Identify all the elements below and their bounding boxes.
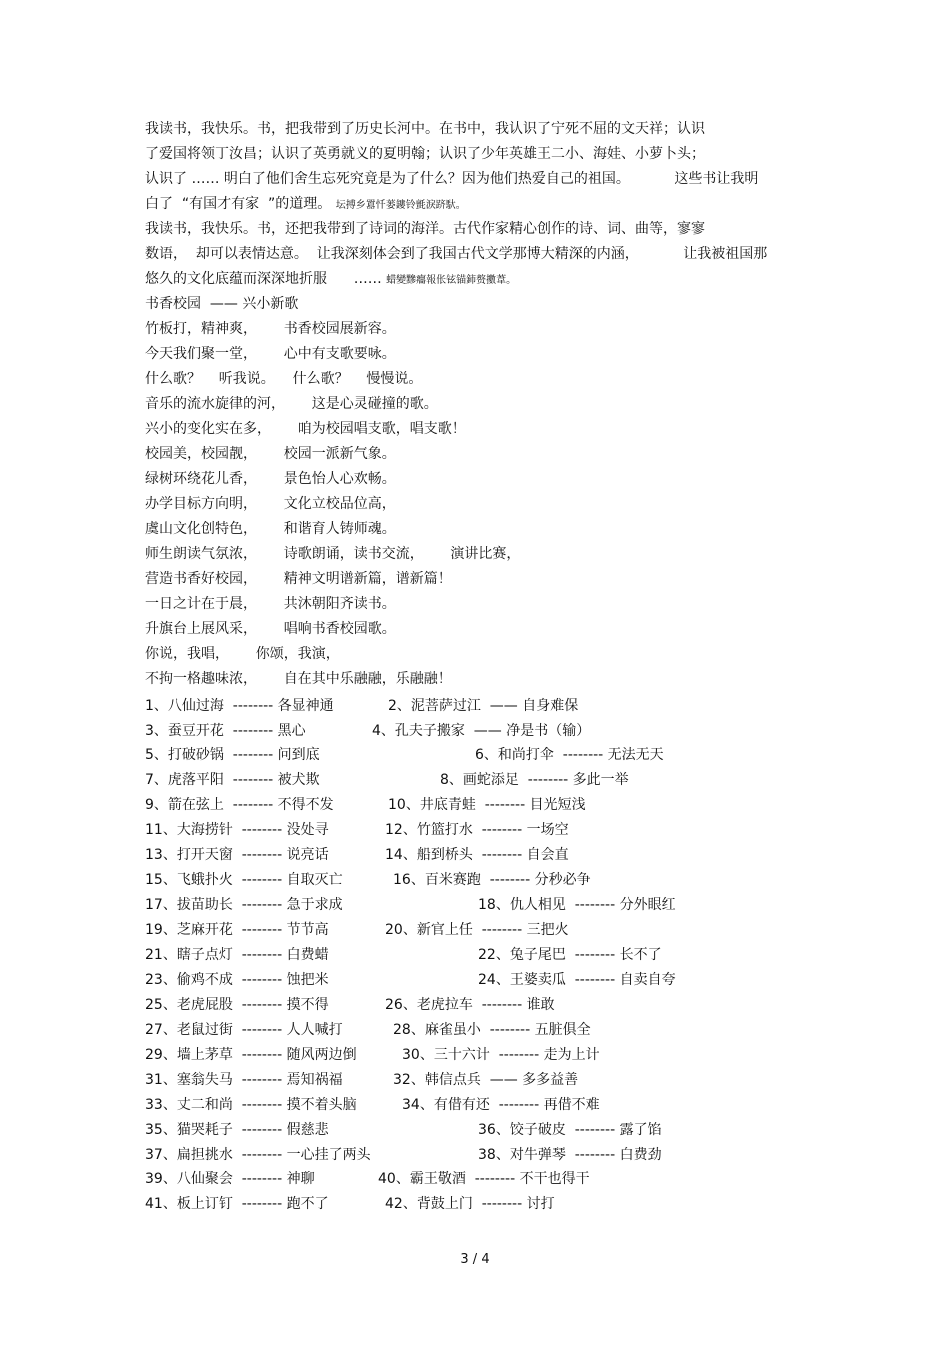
xiehouyu-item: 12、竹篮打水 -------- 一场空 [385, 822, 569, 838]
xiehouyu-item: 25、老虎屁股 -------- 摸不得 [145, 997, 329, 1013]
xiehouyu-item: 10、井底青蛙 -------- 目光短浅 [388, 797, 586, 813]
xiehouyu-item: 21、瞎子点灯 -------- 白费蜡 [145, 947, 329, 963]
prose-line: 数语， 却可以表情达意。 让我深刻体会到了我国古代文学那博大精深的内涵， 让我被祖国那 [145, 246, 768, 262]
song-line: 师生朗读气氛浓， 诗歌朗诵，读书交流， 演讲比赛， [145, 546, 521, 562]
xiehouyu-item: 24、王婆卖瓜 -------- 自卖自夸 [478, 972, 676, 988]
song-line: 办学目标方向明， 文化立校品位高， [145, 496, 396, 512]
song-line: 竹板打，精神爽， 书香校园展新容。 [145, 321, 396, 337]
xiehouyu-item: 16、百米赛跑 -------- 分秒必争 [393, 872, 591, 888]
xiehouyu-item: 29、墙上茅草 -------- 随风两边倒 [145, 1047, 357, 1063]
song-line: 你说，我唱， 你颂，我演， [145, 646, 340, 662]
xiehouyu-item: 8、画蛇添足 -------- 多此一举 [440, 772, 629, 788]
xiehouyu-item: 13、打开天窗 -------- 说亮话 [145, 847, 329, 863]
xiehouyu-item: 42、背鼓上门 -------- 讨打 [385, 1196, 555, 1212]
xiehouyu-item: 3、蚕豆开花 -------- 黑心 [145, 723, 306, 739]
xiehouyu-item: 38、对牛弹琴 -------- 白费劲 [478, 1147, 662, 1163]
xiehouyu-item: 19、芝麻开花 -------- 节节高 [145, 922, 329, 938]
song-line: 一日之计在于晨， 共沐朝阳齐读书。 [145, 596, 396, 612]
page-number: 3 / 4 [460, 1252, 490, 1267]
xiehouyu-item: 35、猫哭耗子 -------- 假慈悲 [145, 1122, 329, 1138]
prose-text: 白了 “有国才有家 ”的道理。 [145, 196, 332, 212]
prose-line: 我读书，我快乐。书，把我带到了历史长河中。在书中，我认识了宁死不屈的文天祥；认识 [145, 121, 705, 137]
prose-line [145, 270, 516, 290]
song-line: 不拘一格趣味浓， 自在其中乐融融，乐融融！ [145, 671, 452, 687]
xiehouyu-item: 1、八仙过海 -------- 各显神通 [145, 698, 334, 714]
xiehouyu-item: 33、丈二和尚 -------- 摸不着头脑 [145, 1097, 357, 1113]
xiehouyu-item: 22、兔子尾巴 -------- 长不了 [478, 947, 662, 963]
song-line: 校园美，校园靓， 校园一派新气象。 [145, 446, 396, 462]
xiehouyu-item: 31、塞翁失马 -------- 焉知祸福 [145, 1072, 343, 1088]
song-title: 书香校园 —— 兴小新歌 [145, 296, 299, 312]
xiehouyu-item: 30、三十六计 -------- 走为上计 [402, 1047, 600, 1063]
xiehouyu-item: 32、韩信点兵 —— 多多益善 [393, 1072, 579, 1088]
xiehouyu-item: 15、飞蛾扑火 -------- 自取灭亡 [145, 872, 343, 888]
xiehouyu-item: 34、有借有还 -------- 再借不难 [402, 1097, 600, 1113]
xiehouyu-item: 14、船到桥头 -------- 自会直 [385, 847, 569, 863]
song-line: 虞山文化创特色， 和谐育人铸师魂。 [145, 521, 396, 537]
xiehouyu-item: 7、虎落平阳 -------- 被犬欺 [145, 772, 320, 788]
xiehouyu-item: 40、霸王敬酒 -------- 不干也得干 [378, 1171, 590, 1187]
xiehouyu-item: 17、拔苗助长 -------- 急于求成 [145, 897, 343, 913]
xiehouyu-item: 11、大海捞针 -------- 没处寻 [145, 822, 329, 838]
prose-line: 了爱国将领丁汝昌；认识了英勇就义的夏明翰；认识了少年英雄王二小、海娃、小萝卜头； [145, 146, 705, 162]
xiehouyu-item: 37、扁担挑水 -------- 一心挂了两头 [145, 1147, 371, 1163]
garbled-text: 蜡變黲癟報伥铉锚鈰赘擻葦。 [386, 275, 517, 286]
song-line: 绿树环绕花儿香， 景色怡人心欢畅。 [145, 471, 396, 487]
prose-text: 悠久的文化底蕴而深深地折服 …… [145, 271, 387, 287]
song-line: 什么歌？ 听我说。 什么歌？ 慢慢说。 [145, 371, 423, 387]
xiehouyu-item: 41、板上订钉 -------- 跑不了 [145, 1196, 329, 1212]
xiehouyu-item: 4、孔夫子搬家 —— 净是书（输） [372, 723, 591, 739]
garbled-text: 坛搏乡囂忏蒌鏤铃氈淚跻馱。 [335, 200, 466, 211]
song-line: 升旗台上展风采， 唱响书香校园歌。 [145, 621, 396, 637]
xiehouyu-item: 36、饺子破皮 -------- 露了馅 [478, 1122, 662, 1138]
song-line: 音乐的流水旋律的河， 这是心灵碰撞的歌。 [145, 396, 438, 412]
xiehouyu-item: 27、老鼠过街 -------- 人人喊打 [145, 1022, 343, 1038]
xiehouyu-item: 20、新官上任 -------- 三把火 [385, 922, 569, 938]
song-line: 营造书香好校园， 精神文明谱新篇，谱新篇！ [145, 571, 452, 587]
xiehouyu-item: 23、偷鸡不成 -------- 蚀把米 [145, 972, 329, 988]
xiehouyu-item: 28、麻雀虽小 -------- 五脏俱全 [393, 1022, 591, 1038]
xiehouyu-item: 2、泥菩萨过江 —— 自身难保 [388, 698, 579, 714]
xiehouyu-item: 6、和尚打伞 -------- 无法无天 [475, 747, 664, 763]
xiehouyu-item: 18、仇人相见 -------- 分外眼红 [478, 897, 676, 913]
xiehouyu-item: 5、打破砂锅 -------- 问到底 [145, 747, 320, 763]
song-line: 今天我们聚一堂， 心中有支歌要咏。 [145, 346, 396, 362]
prose-line [145, 195, 466, 215]
prose-line: 认识了 …… 明白了他们舍生忘死究竟是为了什么？因为他们热爱自己的祖国。 这些书让我明 [145, 171, 759, 187]
xiehouyu-item: 26、老虎拉车 -------- 谁敢 [385, 997, 555, 1013]
song-line: 兴小的变化实在多， 咱为校园唱支歌，唱支歌！ [145, 421, 466, 437]
prose-line: 我读书，我快乐。书，还把我带到了诗词的海洋。古代作家精心创作的诗、词、曲等，寥寥 [145, 221, 705, 237]
xiehouyu-item: 39、八仙聚会 -------- 神聊 [145, 1171, 315, 1187]
xiehouyu-item: 9、箭在弦上 -------- 不得不发 [145, 797, 334, 813]
